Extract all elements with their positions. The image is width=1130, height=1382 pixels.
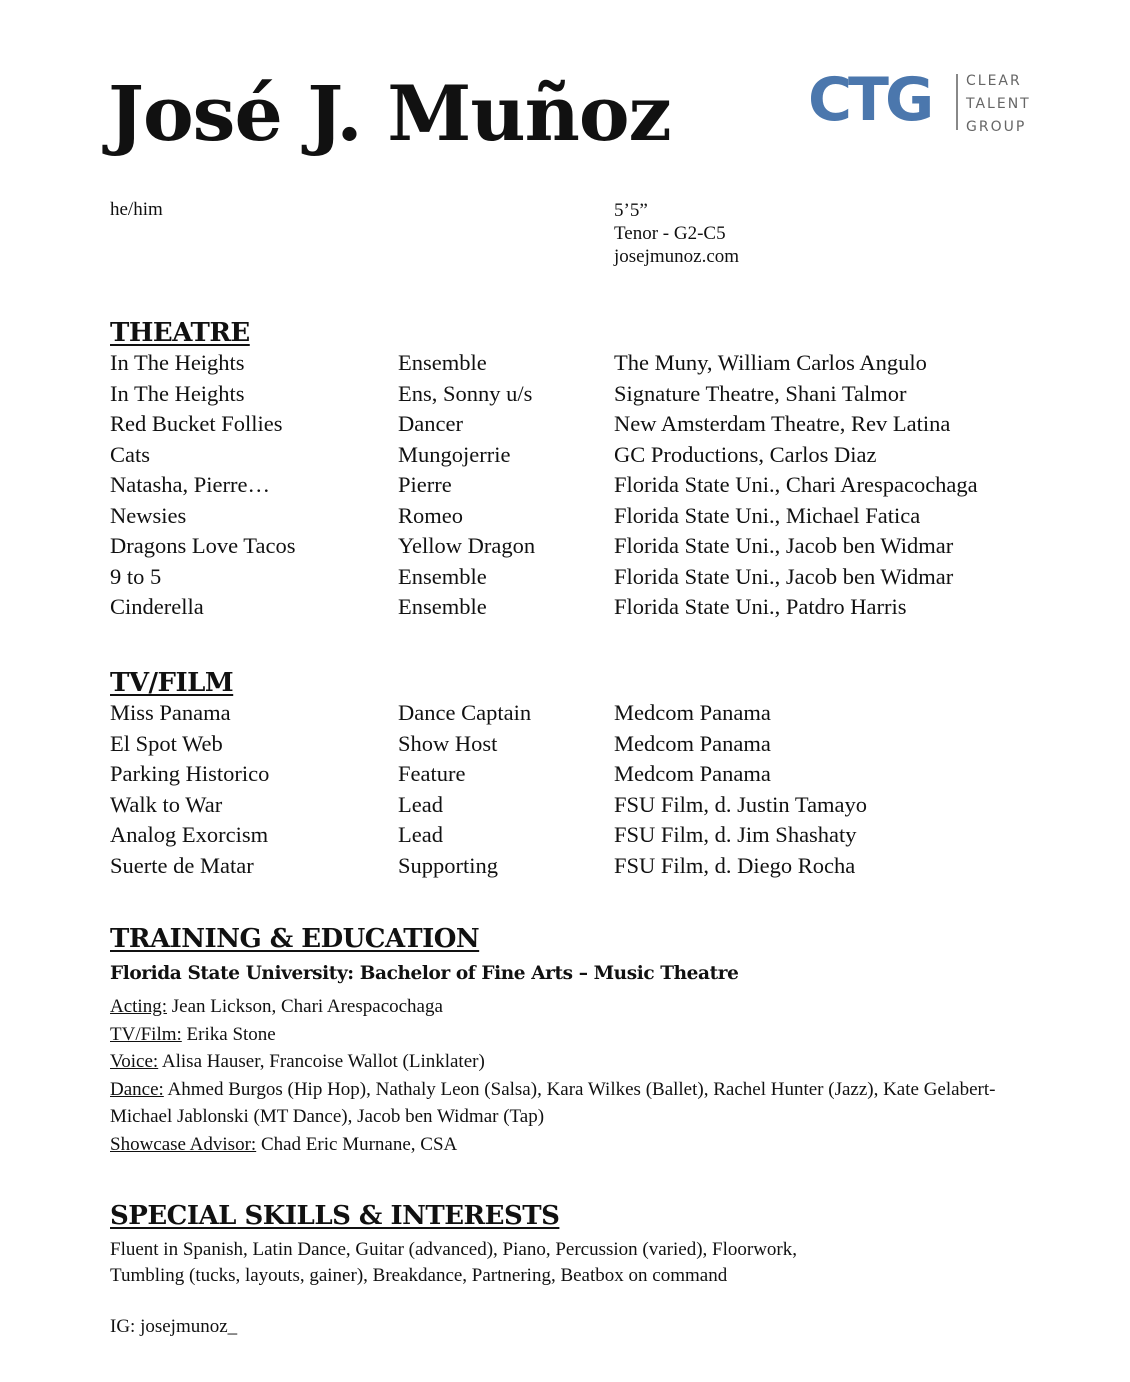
credit-venue: Florida State Uni., Michael Fatica [614,502,921,528]
training-dance [110,1076,1010,1131]
credit-show: Dragons Love Tacos [110,533,296,558]
credit-role: Yellow Dragon [398,533,536,558]
credit-show: Cats [110,441,151,467]
training-teachers: Alisa Hauser, Francoise Wallot (Linklater) [158,1051,485,1072]
credit-venue: Florida State Uni., Patdro Harris [614,594,907,619]
training-label: TV/Film: [110,1023,182,1045]
credit-venue: Signature Theatre, Shani Talmor [614,380,907,406]
logo-wordmark [966,70,1031,139]
credit-role: Pierre [398,472,452,497]
training-teachers: Ahmed Burgos (Hip Hop), Nathaly Leon (Salsa), Kara Wilkes (Ballet), Rachel Hunter (Jazz), Kate Gelabert-Michael Jablonski (MT Dance), Jacob ben Widmar (Tap) [110,1078,996,1127]
credit-row [110,792,1070,823]
section-title-training: TRAINING & EDUCATION [110,924,480,954]
agency-logo [808,65,1032,136]
website: josejmunoz.com [614,246,740,267]
credit-role: Dance Captain [398,700,532,725]
credit-role: Show Host [398,730,498,756]
credit-row [110,503,1070,534]
credit-venue: FSU Film, d. Justin Tamayo [614,791,868,817]
training-showcase [110,1131,1010,1159]
credit-show: Analog Exorcism [110,822,269,847]
credit-row [110,761,1070,792]
training-list [110,993,1010,1158]
credit-venue: FSU Film, d. Jim Shashaty [614,822,857,847]
credit-show: Newsies [110,502,187,528]
theatre-credits [110,350,1070,625]
credit-venue: The Muny, William Carlos Angulo [614,350,927,375]
credit-show: Red Bucket Follies [110,411,283,436]
training-label: Showcase Advisor: [110,1133,257,1155]
section-title-tvfilm: TV/FILM [110,668,234,698]
section-title-theatre: THEATRE [110,318,250,348]
credit-show: In The Heights [110,350,245,375]
credit-row [110,533,1070,564]
training-label: Voice: [110,1051,159,1072]
credit-row [110,442,1070,473]
credit-role: Ens, Sonny u/s [398,380,533,406]
credit-venue: Florida State Uni., Jacob ben Widmar [614,563,954,589]
credit-role: Feature [398,761,466,786]
height: 5’5” [614,200,648,221]
credit-row [110,472,1070,503]
credit-role: Lead [398,791,443,817]
logo-abbreviation: CTG [808,65,931,135]
credit-show: El Spot Web [110,730,223,756]
pronouns: he/him [110,199,163,220]
credit-role: Dancer [398,411,463,436]
logo-word-2: TALENT [966,96,1031,112]
credit-role: Romeo [398,502,463,528]
credit-show: Parking Historico [110,761,270,786]
section-title-skills: SPECIAL SKILLS & INTERESTS [110,1201,560,1231]
credit-show: Cinderella [110,594,204,619]
actor-stats [614,199,739,268]
credit-row [110,853,1070,884]
credit-role: Supporting [398,852,499,878]
training-label: Dance: [110,1078,164,1100]
logo-word-3: GROUP [966,119,1027,135]
credit-show: In The Heights [110,380,245,406]
credit-show: Walk to War [110,791,223,817]
logo-divider [956,74,958,130]
credit-show: Suerte de Matar [110,852,254,878]
instagram-handle: IG: josejmunoz_ [110,1316,238,1337]
credit-venue: Medcom Panama [614,700,771,725]
credit-role: Lead [398,822,443,847]
training-teachers: Erika Stone [181,1023,276,1045]
training-label: Acting: [110,996,167,1017]
credit-row [110,822,1070,853]
credit-venue: FSU Film, d. Diego Rocha [614,852,856,878]
actor-name: José J. Muñoz [108,69,671,158]
credit-row [110,411,1070,442]
credit-role: Ensemble [398,594,487,619]
tvfilm-credits [110,700,1070,883]
credit-role: Ensemble [398,563,487,589]
credit-role: Ensemble [398,350,487,375]
credit-row [110,381,1070,412]
credit-venue: Florida State Uni., Jacob ben Widmar [614,533,954,558]
voice-range: Tenor - G2-C5 [614,223,726,244]
training-tvfilm [110,1021,1010,1049]
credit-row [110,564,1070,595]
credit-show: Miss Panama [110,700,231,725]
credit-show: Natasha, Pierre… [110,472,270,497]
credit-show: 9 to 5 [110,563,162,589]
training-voice [110,1048,1010,1076]
skills-line: Tumbling (tucks, layouts, gainer), Breakdance, Partnering, Beatbox on command [110,1265,728,1286]
credit-venue: New Amsterdam Theatre, Rev Latina [614,411,951,436]
skills-text [110,1237,1010,1289]
credit-venue: Florida State Uni., Chari Arespacochaga [614,472,978,497]
training-acting [110,993,1010,1021]
skills-line: Fluent in Spanish, Latin Dance, Guitar (advanced), Piano, Percussion (varied), Floorwork, [110,1239,798,1260]
training-teachers: Chad Eric Murnane, CSA [256,1133,458,1155]
training-teachers: Jean Lickson, Chari Arespacochaga [167,996,443,1017]
credit-row [110,731,1070,762]
logo-word-1: CLEAR [966,73,1022,89]
school-degree: Florida State University: Bachelor of Fine Arts – Music Theatre [110,963,739,984]
credit-venue: Medcom Panama [614,761,771,786]
credit-venue: GC Productions, Carlos Diaz [614,441,877,467]
credit-row [110,700,1070,731]
credit-role: Mungojerrie [398,441,511,467]
credit-venue: Medcom Panama [614,730,771,756]
credit-row [110,594,1070,625]
credit-row [110,350,1070,381]
